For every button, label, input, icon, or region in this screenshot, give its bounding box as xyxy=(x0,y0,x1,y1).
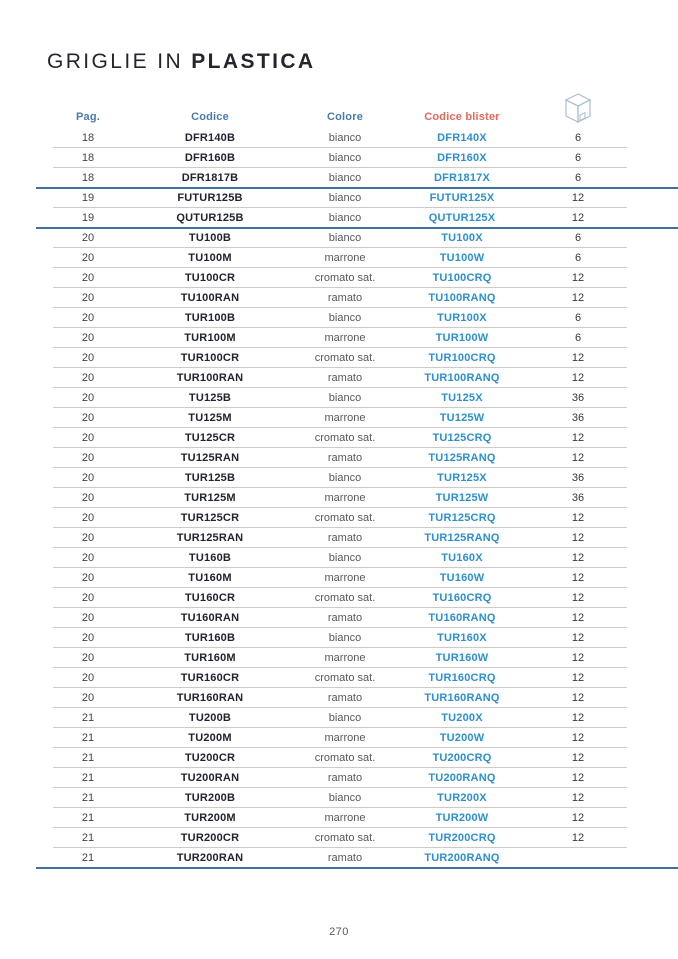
cell-codice-blister: TU160RANQ xyxy=(428,612,496,624)
cell-codice-blister: TU200X xyxy=(441,712,483,724)
cell-qty: 12 xyxy=(571,672,585,684)
cell-codice-blister: TUR100X xyxy=(437,312,487,324)
cell-page: 19 xyxy=(81,192,95,204)
cell-codice: TU125B xyxy=(188,392,232,404)
cell-colore: cromato sat. xyxy=(314,832,376,844)
cell-page: 21 xyxy=(81,812,95,824)
cell-qty: 36 xyxy=(571,492,585,504)
cell-qty: 12 xyxy=(571,372,585,384)
cell-codice: TUR100RAN xyxy=(176,372,244,384)
cell-colore: bianco xyxy=(328,212,362,224)
cell-colore: marrone xyxy=(324,732,366,744)
cell-colore: marrone xyxy=(324,252,366,264)
cell-page: 21 xyxy=(81,852,95,864)
cell-codice-blister: TUR160RANQ xyxy=(424,692,500,704)
cell-codice: TUR125M xyxy=(184,492,236,504)
package-box-icon xyxy=(563,92,593,127)
cell-qty: 12 xyxy=(571,192,585,204)
cell-codice: FUTUR125B xyxy=(177,192,243,204)
cell-colore: marrone xyxy=(324,812,366,824)
cell-qty: 12 xyxy=(571,552,585,564)
cell-codice: TUR200CR xyxy=(180,832,240,844)
table-row xyxy=(36,688,642,708)
cell-colore: bianco xyxy=(328,792,362,804)
cell-colore: ramato xyxy=(327,772,363,784)
cell-qty: 12 xyxy=(571,712,585,724)
cell-codice-blister: TU125W xyxy=(439,412,485,424)
cell-colore: cromato sat. xyxy=(314,352,376,364)
cell-codice-blister: TU100W xyxy=(439,252,485,264)
cell-qty: 12 xyxy=(571,632,585,644)
page-title-light: GRIGLIE IN xyxy=(47,50,192,73)
column-header-codice: Codice xyxy=(191,111,229,123)
cell-codice-blister: TU100RANQ xyxy=(428,292,496,304)
table-row xyxy=(36,348,642,368)
cell-qty: 6 xyxy=(574,332,582,344)
cell-codice: TUR160M xyxy=(184,652,236,664)
table-row xyxy=(36,368,642,388)
cell-page: 21 xyxy=(81,712,95,724)
cell-page: 20 xyxy=(81,652,95,664)
cell-codice-blister: TU100X xyxy=(441,232,483,244)
cell-qty: 36 xyxy=(571,412,585,424)
cell-codice: TU160CR xyxy=(184,592,236,604)
cell-qty: 6 xyxy=(574,252,582,264)
cell-codice: TUR100B xyxy=(184,312,236,324)
table-row xyxy=(36,248,642,268)
cell-qty: 6 xyxy=(574,312,582,324)
cell-qty: 12 xyxy=(571,612,585,624)
cell-page: 20 xyxy=(81,272,95,284)
cell-codice-blister: TU125RANQ xyxy=(428,452,496,464)
cell-codice: TU160M xyxy=(188,572,232,584)
cell-page: 20 xyxy=(81,572,95,584)
table-row xyxy=(36,228,642,248)
cell-qty: 12 xyxy=(571,592,585,604)
table-row xyxy=(36,308,642,328)
cell-colore: ramato xyxy=(327,852,363,864)
cell-colore: bianco xyxy=(328,472,362,484)
cell-codice-blister: TUR100CRQ xyxy=(428,352,496,364)
table-row xyxy=(36,748,642,768)
cell-colore: ramato xyxy=(327,372,363,384)
cell-codice: DFR140B xyxy=(184,132,236,144)
table-row xyxy=(36,848,642,868)
cell-qty: 12 xyxy=(571,752,585,764)
table-row xyxy=(36,428,642,448)
cell-codice: TU200CR xyxy=(184,752,236,764)
cell-codice: TU200B xyxy=(188,712,232,724)
cell-qty: 12 xyxy=(571,512,585,524)
cell-page: 20 xyxy=(81,472,95,484)
cell-page: 19 xyxy=(81,212,95,224)
table-row xyxy=(36,648,642,668)
page-title xyxy=(47,50,315,74)
cell-colore: bianco xyxy=(328,152,362,164)
cell-codice: TU100M xyxy=(188,252,232,264)
cell-codice: TU100RAN xyxy=(180,292,240,304)
cell-page: 20 xyxy=(81,452,95,464)
cell-page: 20 xyxy=(81,392,95,404)
cell-codice-blister: TU100CRQ xyxy=(432,272,492,284)
cell-page: 20 xyxy=(81,352,95,364)
cell-colore: bianco xyxy=(328,172,362,184)
cell-codice-blister: TUR125RANQ xyxy=(424,532,500,544)
cell-qty: 12 xyxy=(571,772,585,784)
table-row xyxy=(36,468,642,488)
cell-page: 21 xyxy=(81,732,95,744)
cell-codice-blister: TU200W xyxy=(439,732,485,744)
cell-colore: cromato sat. xyxy=(314,512,376,524)
cell-codice: QUTUR125B xyxy=(176,212,244,224)
cell-colore: cromato sat. xyxy=(314,752,376,764)
cell-colore: ramato xyxy=(327,452,363,464)
cell-codice-blister: TUR200X xyxy=(437,792,487,804)
cell-codice-blister: TUR100W xyxy=(435,332,489,344)
cell-codice: TUR200RAN xyxy=(176,852,244,864)
cell-codice-blister: TU125X xyxy=(441,392,483,404)
table-row xyxy=(36,628,642,648)
cell-colore: cromato sat. xyxy=(314,592,376,604)
cell-codice: TUR160B xyxy=(184,632,236,644)
cell-codice-blister: QUTUR125X xyxy=(428,212,496,224)
cell-qty: 12 xyxy=(571,272,585,284)
cell-codice: TU100B xyxy=(188,232,232,244)
table-row xyxy=(36,808,642,828)
cell-colore: bianco xyxy=(328,712,362,724)
table-row xyxy=(36,568,642,588)
table-row xyxy=(36,828,642,848)
table-row xyxy=(36,208,642,228)
cell-page: 21 xyxy=(81,792,95,804)
cell-codice-blister: TU160X xyxy=(441,552,483,564)
cell-colore: bianco xyxy=(328,132,362,144)
cell-page: 18 xyxy=(81,172,95,184)
cell-page: 20 xyxy=(81,672,95,684)
cell-codice-blister: TU200CRQ xyxy=(432,752,492,764)
column-header-colore: Colore xyxy=(326,111,364,123)
table-row xyxy=(36,528,642,548)
cell-codice: TUR100CR xyxy=(180,352,240,364)
table-row xyxy=(36,788,642,808)
cell-codice-blister: TUR100RANQ xyxy=(424,372,500,384)
cell-qty: 12 xyxy=(571,352,585,364)
cell-colore: ramato xyxy=(327,532,363,544)
cell-colore: bianco xyxy=(328,192,362,204)
table-row xyxy=(36,608,642,628)
cell-codice-blister: TUR160CRQ xyxy=(428,672,496,684)
cell-page: 20 xyxy=(81,592,95,604)
cell-codice-blister: TU160CRQ xyxy=(432,592,492,604)
cell-codice: TUR160CR xyxy=(180,672,240,684)
cell-qty: 12 xyxy=(571,732,585,744)
cell-qty: 12 xyxy=(571,812,585,824)
table-row xyxy=(36,768,642,788)
cell-page: 21 xyxy=(81,832,95,844)
cell-qty: 12 xyxy=(571,832,585,844)
column-header-pag: Pag. xyxy=(75,111,101,123)
cell-codice: TUR160RAN xyxy=(176,692,244,704)
cell-qty: 6 xyxy=(574,172,582,184)
cell-codice-blister: TUR125CRQ xyxy=(428,512,496,524)
cell-page: 21 xyxy=(81,772,95,784)
cell-codice-blister: DFR160X xyxy=(437,152,487,164)
cell-codice: TU160RAN xyxy=(180,612,240,624)
table-row xyxy=(36,668,642,688)
cell-page: 20 xyxy=(81,292,95,304)
cell-codice: TUR200M xyxy=(184,812,236,824)
cell-codice-blister: TU160W xyxy=(439,572,485,584)
cell-qty: 12 xyxy=(571,432,585,444)
cell-codice: DFR1817B xyxy=(181,172,239,184)
cell-colore: marrone xyxy=(324,332,366,344)
cell-codice-blister: TUR125W xyxy=(435,492,489,504)
table-row xyxy=(36,508,642,528)
cell-codice: DFR160B xyxy=(184,152,236,164)
table-row xyxy=(36,168,642,188)
cell-codice: TUR200B xyxy=(184,792,236,804)
cell-codice-blister: DFR140X xyxy=(437,132,487,144)
table-row xyxy=(36,148,642,168)
cell-page: 20 xyxy=(81,252,95,264)
cell-colore: bianco xyxy=(328,232,362,244)
cell-colore: marrone xyxy=(324,652,366,664)
cell-page: 20 xyxy=(81,632,95,644)
cell-codice-blister: DFR1817X xyxy=(433,172,490,184)
cell-colore: cromato sat. xyxy=(314,272,376,284)
cell-colore: cromato sat. xyxy=(314,432,376,444)
cell-page: 20 xyxy=(81,612,95,624)
cell-page: 21 xyxy=(81,752,95,764)
cell-colore: marrone xyxy=(324,572,366,584)
cell-page: 20 xyxy=(81,492,95,504)
cell-page: 20 xyxy=(81,552,95,564)
cell-page: 20 xyxy=(81,232,95,244)
cell-qty: 12 xyxy=(571,572,585,584)
cell-codice: TUR125CR xyxy=(180,512,240,524)
cell-codice: TU200M xyxy=(188,732,232,744)
page-number: 270 xyxy=(329,926,349,938)
cell-colore: bianco xyxy=(328,632,362,644)
cell-codice: TU125RAN xyxy=(180,452,240,464)
cell-qty: 36 xyxy=(571,472,585,484)
cell-codice: TU125M xyxy=(188,412,232,424)
cell-colore: bianco xyxy=(328,392,362,404)
cell-colore: ramato xyxy=(327,692,363,704)
cell-colore: cromato sat. xyxy=(314,672,376,684)
table-row xyxy=(36,588,642,608)
cell-codice: TU125CR xyxy=(184,432,236,444)
table-row xyxy=(36,288,642,308)
cell-page: 20 xyxy=(81,372,95,384)
cell-page: 18 xyxy=(81,152,95,164)
column-header-qty xyxy=(514,92,642,129)
cell-colore: ramato xyxy=(327,292,363,304)
column-header-codice-blister: Codice blister xyxy=(424,111,500,123)
cell-colore: bianco xyxy=(328,312,362,324)
cell-page: 20 xyxy=(81,412,95,424)
cell-codice-blister: TUR160X xyxy=(437,632,487,644)
cell-colore: marrone xyxy=(324,412,366,424)
table-row xyxy=(36,488,642,508)
table-row xyxy=(36,708,642,728)
cell-qty: 12 xyxy=(571,292,585,304)
cell-qty: 36 xyxy=(571,392,585,404)
cell-codice: TUR100M xyxy=(184,332,236,344)
cell-qty: 6 xyxy=(574,232,582,244)
table-body xyxy=(36,128,678,868)
cell-page: 20 xyxy=(81,512,95,524)
cell-qty: 6 xyxy=(574,152,582,164)
cell-qty: 12 xyxy=(571,652,585,664)
cell-qty: 12 xyxy=(571,452,585,464)
cell-codice-blister: FUTUR125X xyxy=(429,192,495,204)
cell-page: 20 xyxy=(81,332,95,344)
table-row xyxy=(36,548,642,568)
cell-qty: 6 xyxy=(574,132,582,144)
cell-codice-blister: TUR125X xyxy=(437,472,487,484)
cell-codice: TU100CR xyxy=(184,272,236,284)
table-row xyxy=(36,188,642,208)
table-row xyxy=(36,448,642,468)
table-row xyxy=(36,408,642,428)
cell-colore: bianco xyxy=(328,552,362,564)
cell-qty: 12 xyxy=(571,792,585,804)
cell-codice-blister: TU200RANQ xyxy=(428,772,496,784)
cell-codice: TUR125B xyxy=(184,472,236,484)
cell-page: 20 xyxy=(81,692,95,704)
cell-qty: 12 xyxy=(571,692,585,704)
cell-page: 20 xyxy=(81,312,95,324)
cell-codice-blister: TUR200W xyxy=(435,812,489,824)
cell-colore: ramato xyxy=(327,612,363,624)
table-header xyxy=(36,92,642,124)
cell-page: 20 xyxy=(81,532,95,544)
cell-colore: marrone xyxy=(324,492,366,504)
table-row xyxy=(36,388,642,408)
page-title-bold: PLASTICA xyxy=(191,50,316,73)
cell-codice-blister: TU125CRQ xyxy=(432,432,492,444)
cell-codice-blister: TUR200RANQ xyxy=(424,852,500,864)
cell-qty: 12 xyxy=(571,532,585,544)
cell-qty: 12 xyxy=(571,212,585,224)
cell-codice: TUR125RAN xyxy=(176,532,244,544)
cell-codice: TU200RAN xyxy=(180,772,240,784)
cell-page: 20 xyxy=(81,432,95,444)
table-row xyxy=(36,328,642,348)
table-row xyxy=(36,268,642,288)
table-row xyxy=(36,128,642,148)
cell-codice: TU160B xyxy=(188,552,232,564)
cell-page: 18 xyxy=(81,132,95,144)
cell-codice-blister: TUR160W xyxy=(435,652,489,664)
cell-codice-blister: TUR200CRQ xyxy=(428,832,496,844)
table-row xyxy=(36,728,642,748)
